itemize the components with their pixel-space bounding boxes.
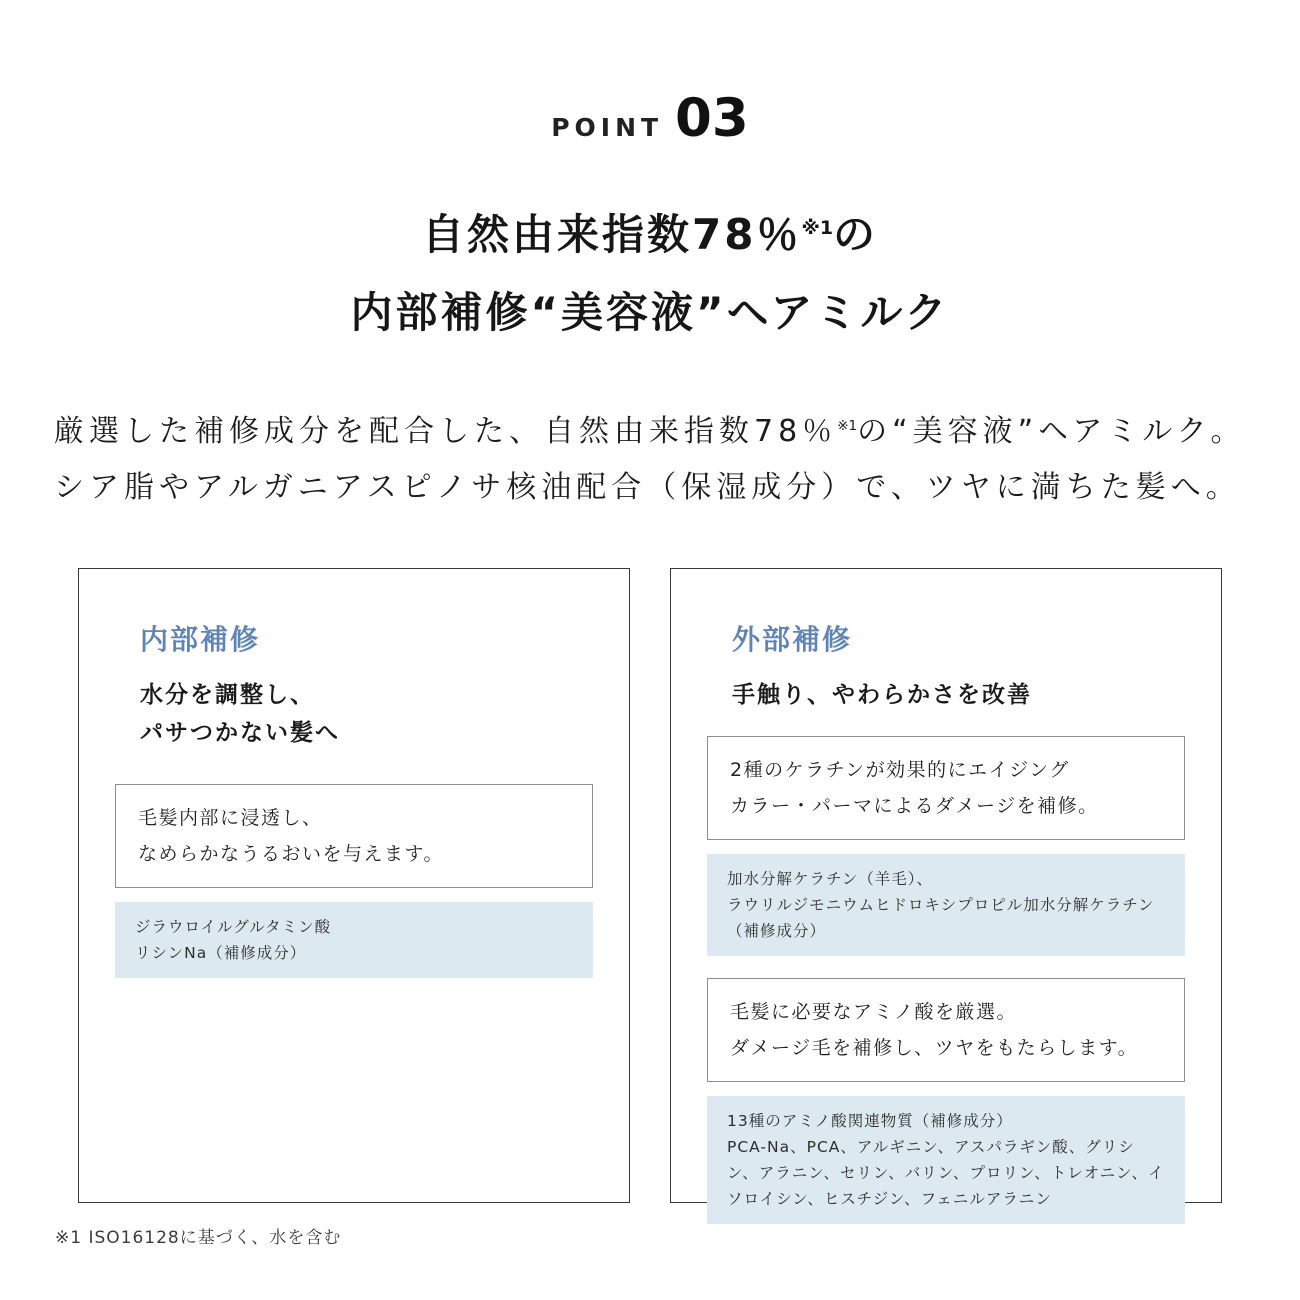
page-title xyxy=(0,189,1300,352)
external-note2-list: PCA-Na、PCA、アルギニン、アスパラギン酸、グリシン、アラニン、セリン、バリン、プロリン、トレオニン、イソロイシン、ヒスチジン、フェニルアラニン xyxy=(727,1138,1165,1208)
page-footer xyxy=(0,1223,1300,1248)
footnote-ref-mark-2: ※1 xyxy=(837,418,858,434)
external-box2-line-2: ダメージ毛を補修し、ツヤをもたらします。 xyxy=(730,1037,1139,1059)
internal-box-line-1: 毛髪内部に浸透し、 xyxy=(138,807,323,829)
card-external-repair xyxy=(670,568,1222,1208)
point-label: POINT xyxy=(551,113,664,142)
title-text-post: の xyxy=(832,210,878,259)
external-ingredient-note-1 xyxy=(707,854,1185,956)
internal-subtitle-line-1: 水分を調整し、 xyxy=(140,682,315,708)
external-note1-line-1: 加水分解ケラチン（羊毛）、 xyxy=(727,870,933,888)
internal-description-box xyxy=(115,784,593,888)
external-repair-subtitle xyxy=(732,676,1185,714)
internal-box-line-2: なめらかなうるおいを与えます。 xyxy=(138,843,444,865)
point-header xyxy=(0,0,1300,149)
title-text-pre: 自然由来指数78％ xyxy=(422,210,802,259)
internal-note-line-2: リシンNa（補修成分） xyxy=(135,944,307,962)
external-box1-line-2: カラー・パーマによるダメージを補修。 xyxy=(730,795,1099,817)
page-title-line-1 xyxy=(0,189,1300,274)
external-subtitle-line-1: 手触り、やわらかさを改善 xyxy=(732,682,1032,708)
intro-sentence-1 xyxy=(54,398,1246,460)
footnote-ref-mark: ※1 xyxy=(801,217,833,239)
internal-subtitle-line-2: パサつかない髪へ xyxy=(140,720,340,746)
external-note1-line-2: ラウリルジモニウムヒドロキシプロピル加水分解ケラチン xyxy=(727,896,1155,914)
footnote: ※1 ISO16128に基づく、水を含む xyxy=(55,1228,342,1248)
internal-repair-subtitle xyxy=(140,676,593,752)
external-description-box-2 xyxy=(707,978,1185,1082)
page-title-line-2: 内部補修“美容液”ヘアミルク xyxy=(350,288,950,337)
intro-paragraph xyxy=(54,398,1246,516)
external-box1-line-1: 2種のケラチンが効果的にエイジング xyxy=(730,759,1070,781)
external-description-box-1 xyxy=(707,736,1185,840)
external-note2-title: 13種のアミノ酸関連物質（補修成分） xyxy=(727,1112,1013,1130)
intro-sentence-2: シア脂やアルガニアスピノサ核油配合（保湿成分）で、ツヤに満ちた髪へ。 xyxy=(54,470,1241,505)
external-repair-heading: 外部補修 xyxy=(732,623,853,656)
external-note1-line-3: （補修成分） xyxy=(727,922,827,940)
internal-repair-heading: 内部補修 xyxy=(140,623,261,656)
repair-cards xyxy=(78,568,1222,1208)
intro-s1-pre: 厳選した補修成分を配合した、自然由来指数78％ xyxy=(54,414,838,449)
internal-ingredient-note xyxy=(115,902,593,978)
point-number: 03 xyxy=(675,88,749,149)
external-ingredient-note-2 xyxy=(707,1096,1185,1224)
intro-s1-post: の“美容液”ヘアミルク。 xyxy=(857,414,1246,449)
external-box2-line-1: 毛髪に必要なアミノ酸を厳選。 xyxy=(730,1001,1018,1023)
internal-note-line-1: ジラウロイルグルタミン酸 xyxy=(135,918,332,936)
card-internal-repair xyxy=(78,568,630,1203)
